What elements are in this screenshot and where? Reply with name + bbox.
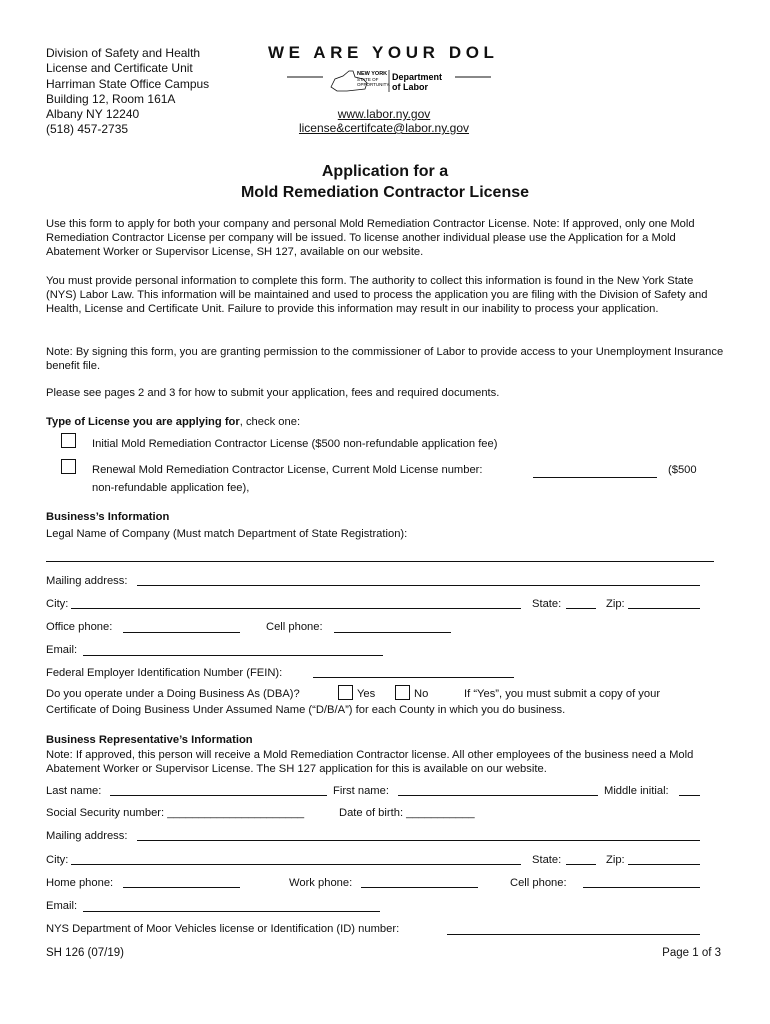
logo-text: OPPORTUNITY.: [357, 82, 391, 87]
logo-dept: of Labor: [392, 82, 428, 92]
last-name-field[interactable]: [110, 795, 327, 796]
ui-permission-note: Note: By signing this form, you are granting permission to the commissioner of Labor to provide access to your Unemployment Insurance benefit file.: [46, 346, 724, 373]
renewal-fee-label: ($500: [668, 464, 697, 476]
rep-city-field[interactable]: [71, 864, 521, 865]
form-title-line2: Mold Remediation Contractor License: [240, 184, 530, 201]
mailing-address-field[interactable]: [137, 585, 700, 586]
dba-yes-checkbox[interactable]: [338, 685, 353, 700]
dmv-id-field[interactable]: [447, 934, 700, 935]
rep-cell-phone-label: Cell phone:: [510, 877, 567, 889]
mailing-address-label: Mailing address:: [46, 575, 128, 587]
dba-question: Do you operate under a Doing Business As (DBA)?: [46, 688, 300, 700]
zip-field[interactable]: [628, 608, 700, 609]
fein-label: Federal Employer Identification Number (FEIN):: [46, 667, 283, 679]
last-name-label: Last name:: [46, 785, 102, 797]
zip-label: Zip:: [606, 598, 625, 610]
dmv-id-label: NYS Department of Moor Vehicles license or Identification (ID) number:: [46, 923, 400, 935]
rep-mailing-field[interactable]: [137, 840, 700, 841]
first-name-field[interactable]: [398, 795, 598, 796]
renewal-license-checkbox[interactable]: [61, 459, 76, 474]
form-id: SH 126 (07/19): [46, 947, 124, 959]
dba-note-cont: Certificate of Doing Business Under Assumed Name (“D/B/A”) for each County in which you do business.: [46, 704, 566, 716]
middle-initial-label: Middle initial:: [604, 785, 669, 797]
page-number: Page 1 of 3: [662, 947, 721, 959]
license-number-field[interactable]: [533, 477, 657, 478]
rep-state-field[interactable]: [566, 864, 596, 865]
logo-text: NEW YORK: [357, 71, 388, 77]
intro-paragraph: Use this form to apply for both your company and personal Mold Remediation Contractor License. Note: If approved, only one Mold Remediation Contractor License per company will be issued. To license another individual please use the Application for a Mold Abatement Worker or Supervisor License, SH 127, available on our website.: [46, 218, 695, 259]
business-section-heading: Business’s Information: [46, 511, 170, 523]
state-field[interactable]: [566, 608, 596, 609]
rep-section-heading: Business Representative’s Information: [46, 734, 253, 746]
office-phone-label: Office phone:: [46, 621, 113, 633]
cell-phone-field[interactable]: [334, 632, 451, 633]
dol-headline: WE ARE YOUR DOL: [268, 43, 499, 62]
address-line: Albany NY 12240: [46, 107, 140, 122]
nys-dol-logo: [287, 67, 497, 95]
email-label: Email:: [46, 644, 78, 656]
address-line: Harriman State Office Campus: [46, 76, 210, 91]
rep-note: Note: If approved, this person will receive a Mold Remediation Contractor license. All other employees of the business need a Mold Abatement Worker or Supervisor License. The SH 127 application for this is available on our website.: [46, 749, 694, 776]
license-type-prompt: [46, 416, 300, 428]
privacy-paragraph: You must provide personal information to complete this form. The authority to collect this information is found in the New York State (NYS) Labor Law. This information will be maintained and used to process the application you are filing with the Division of Safety and Health, License and Certificate Unit. Failure to provide this information may result in our inability to process your application.: [46, 275, 708, 316]
rep-email-label: Email:: [46, 900, 78, 912]
logo-text: STATE OF: [357, 77, 379, 82]
address-line: Building 12, Room 161A: [46, 91, 176, 106]
address-line: License and Certificate Unit: [46, 61, 193, 76]
first-name-label: First name:: [333, 785, 389, 797]
home-phone-label: Home phone:: [46, 877, 114, 889]
dba-yes-label: Yes: [357, 688, 376, 700]
dba-note: If “Yes”, you must submit a copy of your: [464, 688, 661, 700]
dol-contact-links: [260, 107, 508, 135]
email-field[interactable]: [83, 655, 383, 656]
rep-zip-label: Zip:: [606, 854, 625, 866]
license-type-suffix: , check one:: [239, 416, 301, 428]
renewal-fee-label-cont: non-refundable application fee),: [92, 482, 250, 494]
rep-cell-phone-field[interactable]: [583, 887, 700, 888]
rep-city-label: City:: [46, 854, 69, 866]
office-phone-field[interactable]: [123, 632, 240, 633]
office-address: [46, 46, 209, 138]
email-link[interactable]: license&certifcate@labor.ny.gov: [298, 121, 470, 135]
rep-email-field[interactable]: [83, 911, 380, 912]
logo-dept: Department: [392, 72, 443, 82]
submission-note: Please see pages 2 and 3 for how to submit your application, fees and required documents.: [46, 387, 500, 399]
work-phone-field[interactable]: [361, 887, 478, 888]
dba-no-label: No: [414, 688, 429, 700]
fein-field[interactable]: [313, 677, 514, 678]
legal-name-label: Legal Name of Company (Must match Department of State Registration):: [46, 528, 408, 540]
city-field[interactable]: [71, 608, 521, 609]
address-line: (518) 457-2735: [46, 122, 129, 137]
state-label: State:: [532, 598, 562, 610]
dob-label[interactable]: Date of birth: ___________: [339, 807, 475, 819]
home-phone-field[interactable]: [123, 887, 240, 888]
initial-license-checkbox[interactable]: [61, 433, 76, 448]
address-line: Division of Safety and Health: [46, 46, 201, 60]
initial-license-label: Initial Mold Remediation Contractor License ($500 non-refundable application fee): [92, 438, 498, 450]
license-type-heading: Type of License you are applying for: [46, 416, 240, 428]
work-phone-label: Work phone:: [289, 877, 353, 889]
ssn-label[interactable]: Social Security number: ______________________: [46, 807, 305, 819]
rep-state-label: State:: [532, 854, 562, 866]
rep-mailing-label: Mailing address:: [46, 830, 128, 842]
form-title-line1: Application for a: [321, 163, 449, 180]
website-link[interactable]: www.labor.ny.gov: [337, 107, 431, 121]
middle-initial-field[interactable]: [679, 795, 700, 796]
city-label: City:: [46, 598, 69, 610]
rep-zip-field[interactable]: [628, 864, 700, 865]
dba-no-checkbox[interactable]: [395, 685, 410, 700]
cell-phone-label: Cell phone:: [266, 621, 323, 633]
legal-name-field[interactable]: [46, 561, 714, 562]
renewal-license-label: Renewal Mold Remediation Contractor License, Current Mold License number:: [92, 464, 483, 476]
